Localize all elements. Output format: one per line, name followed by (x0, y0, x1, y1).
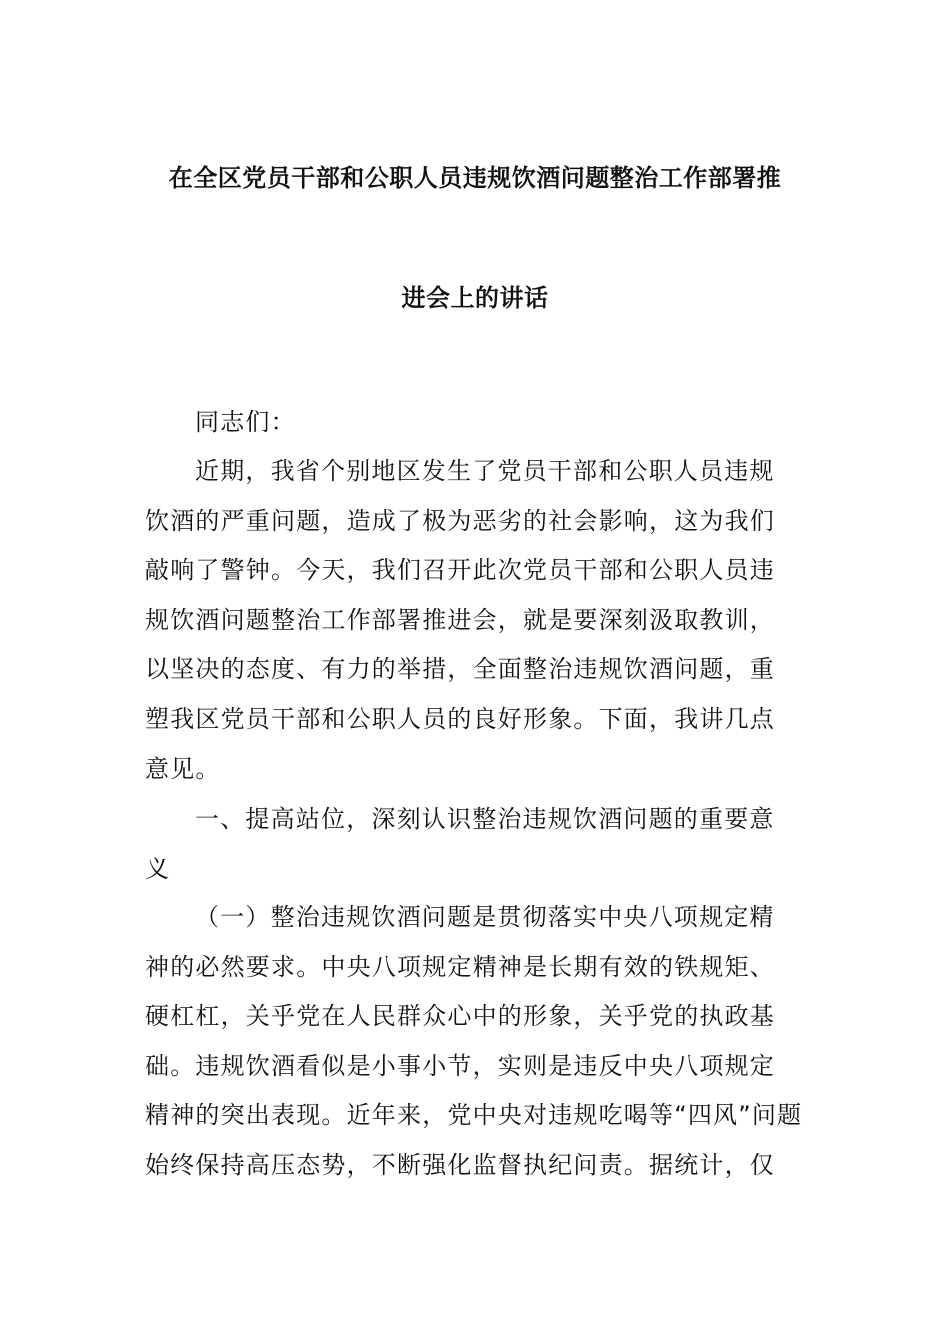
paragraph-line: 塑我区党员干部和公职人员的良好形象。下面，我讲几点 (145, 704, 775, 733)
salutation-text: 同志们： (195, 408, 296, 436)
paragraph-line: 近期，我省个别地区发生了党员干部和公职人员违规 (195, 457, 775, 485)
salutation (145, 398, 807, 448)
section-heading-1 (145, 795, 807, 894)
paragraph-line: （一）整治违规饮酒问题是贯彻落实中央八项规定精 (195, 903, 775, 931)
paragraph-line: 敲响了警钟。今天，我们召开此次党员干部和公职人员违 (145, 556, 775, 585)
heading-line: 一、提高站位，深刻认识整治违规饮酒问题的重要意 (195, 805, 775, 833)
paragraph-line: 精神的突出表现。近年来，党中央对违规吃喝等“四风”问题 (145, 1101, 803, 1130)
paragraph-line: 饮酒的严重问题，造成了极为恶劣的社会影响，这为我们 (145, 506, 775, 535)
paragraph-line: 始终保持高压态势，不断强化监督执纪问责。据统计，仅 (145, 1150, 775, 1179)
paragraph-line: 硬杠杠，关乎党在人民群众心中的形象，关乎党的执政基 (145, 1002, 775, 1031)
document-title-line-2: 进会上的讲话 (401, 284, 549, 312)
paragraph-line: 神的必然要求。中央八项规定精神是长期有效的铁规矩、 (145, 952, 775, 981)
paragraph-line: 规饮酒问题整治工作部署推进会，就是要深刻汲取教训， (145, 605, 775, 634)
paragraph-line: 意见。 (145, 754, 221, 783)
paragraph-opening (145, 447, 807, 794)
paragraph-line: 础。违规饮酒看似是小事小节，实则是违反中央八项规定 (145, 1051, 775, 1080)
heading-line: 义 (145, 854, 171, 883)
paragraph-subsection-1 (145, 893, 807, 1191)
paragraph-line: 以坚决的态度、有力的举措，全面整治违规饮酒问题，重 (145, 655, 775, 684)
document-title-line-1: 在全区党员干部和公职人员违规饮酒问题整治工作部署推 (168, 164, 782, 192)
